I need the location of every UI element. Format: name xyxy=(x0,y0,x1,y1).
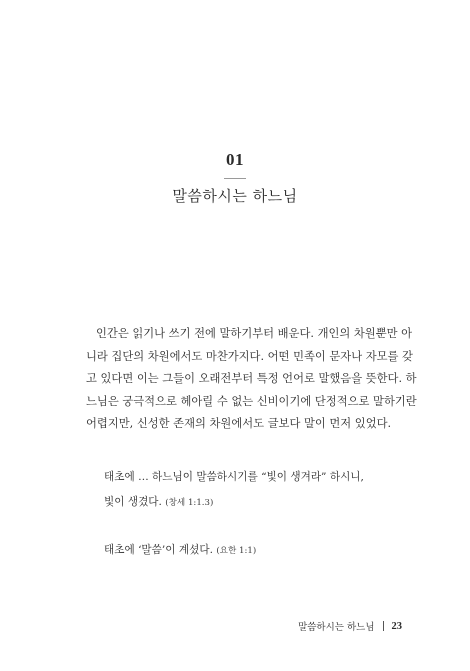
chapter-divider xyxy=(224,178,246,179)
quote-text: 태초에 … 하느님이 말씀하시기를 “빛이 생겨라” 하시니, xyxy=(104,471,364,483)
body-paragraph xyxy=(86,323,417,436)
body-line: 어렵지만, 신성한 존재의 차원에서도 글보다 말이 먼저 있었다. xyxy=(86,417,392,431)
body-line: 니라 집단의 차원에서도 마찬가지다. 어떤 민족이 문자나 자모를 갖 xyxy=(86,349,413,363)
body-line: 느님은 궁극적으로 헤아릴 수 없는 신비이기에 단정적으로 말하기란 xyxy=(86,394,417,408)
page-footer xyxy=(298,619,402,633)
page-number: 23 xyxy=(391,620,402,632)
scripture-quote-john xyxy=(104,542,256,557)
scripture-quote-genesis-line-2 xyxy=(104,494,213,509)
quote-text: 빛이 생겼다. xyxy=(104,496,162,508)
scripture-quote-genesis-line-1 xyxy=(104,469,364,484)
quote-reference: (창세 1:1.3) xyxy=(165,498,214,508)
quote-reference: (요한 1:1) xyxy=(216,546,257,556)
chapter-title: 말씀하시는 하느님 xyxy=(172,187,298,205)
chapter-number: 01 xyxy=(226,150,244,169)
running-title: 말씀하시는 하느님 xyxy=(298,622,375,633)
quote-text: 태초에 ‘말씀’이 계셨다. xyxy=(104,544,213,556)
body-line: 고 있다면 이는 그들이 오래전부터 특정 언어로 말했음을 뜻한다. 하 xyxy=(86,372,417,386)
body-line: 인간은 읽기나 쓰기 전에 말하기부터 배운다. 개인의 차원뿐만 아 xyxy=(96,327,413,340)
footer-separator xyxy=(383,621,384,631)
